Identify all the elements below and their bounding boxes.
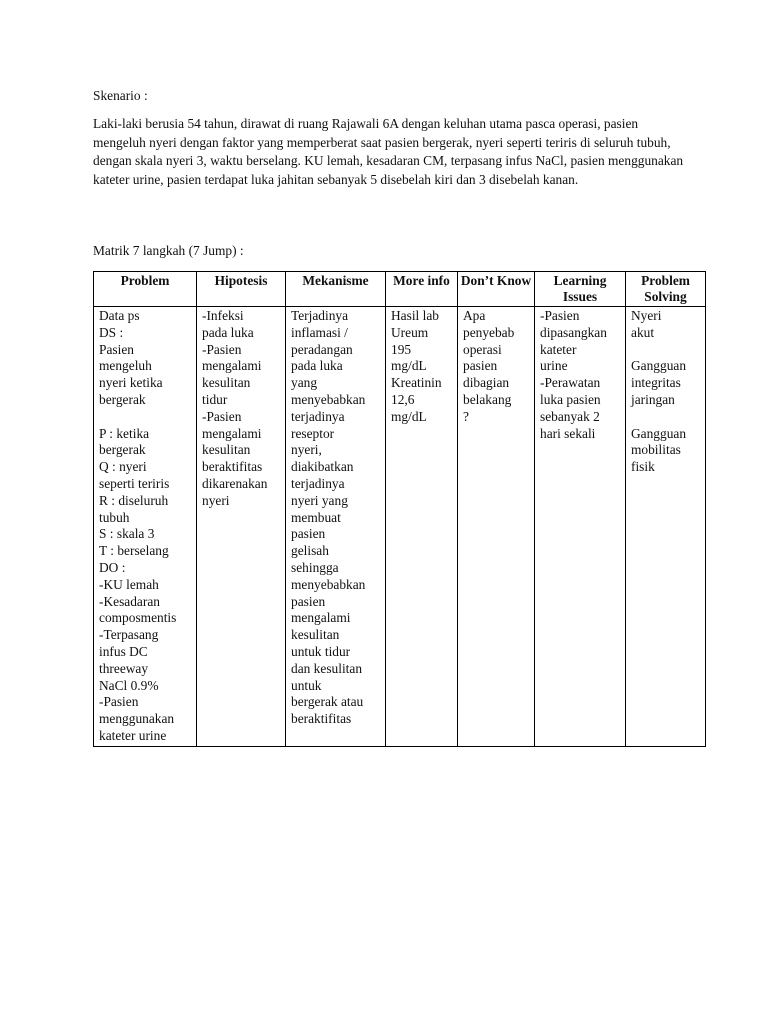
header-learning-issues: Learning Issues — [535, 272, 626, 307]
cell-hipotesis: -Infeksi pada luka -Pasien mengalami kesulitan tidur -Pasien mengalami kesulitan beraktifitas dikarenakan nyeri — [197, 307, 286, 747]
cell-problem-solving: Nyeri akut Gangguan integritas jaringan Gangguan mobilitas fisik — [626, 307, 706, 747]
header-mekanisme: Mekanisme — [286, 272, 386, 307]
matrix-title: Matrik 7 langkah (7 Jump) : — [93, 243, 244, 258]
header-more-info: More info — [386, 272, 458, 307]
table-header-row — [94, 272, 706, 307]
seven-jump-table — [93, 271, 706, 747]
header-dont-know: Don’t Know — [458, 272, 535, 307]
header-hipotesis: Hipotesis — [197, 272, 286, 307]
header-problem: Problem — [94, 272, 197, 307]
header-problem-solving: Problem Solving — [626, 272, 706, 307]
cell-dont-know: Apa penyebab operasi pasien dibagian belakang ? — [458, 307, 535, 747]
scenario-paragraph: Laki-laki berusia 54 tahun, dirawat di ruang Rajawali 6A dengan keluhan utama pasca operasi, pasien mengeluh nyeri dengan faktor yang memperberat saat pasien bergerak, nyeri seperti teriris di seluruh tubuh, dengan skala nyeri 3, waktu berselang. KU lemah, kesadaran CM, terpasang infus NaCl, pasien menggunakan kateter urine, pasien terdapat luka jahitan sebanyak 5 disebelah kiri dan 3 disebelah kanan. — [93, 116, 684, 187]
table-row — [94, 307, 706, 747]
cell-learning-issues: -Pasien dipasangkan kateter urine -Perawatan luka pasien sebanyak 2 hari sekali — [535, 307, 626, 747]
cell-more-info: Hasil lab Ureum 195 mg/dL Kreatinin 12,6 mg/dL — [386, 307, 458, 747]
scenario-heading: Skenario : — [93, 88, 148, 103]
cell-mekanisme: Terjadinya inflamasi / peradangan pada luka yang menyebabkan terjadinya reseptor nyeri, diakibatkan terjadinya nyeri yang membuat pasien gelisah sehingga menyebabkan pasien mengalami kesulitan untuk tidur dan kesulitan untuk bergerak atau beraktifitas — [286, 307, 386, 747]
cell-problem: Data ps DS : Pasien mengeluh nyeri ketika bergerak P : ketika bergerak Q : nyeri seperti teriris R : diseluruh tubuh S : skala 3 T : berselang DO : -KU lemah -Kesadaran composmentis -Terpasang infus DC threeway NaCl 0.9% -Pasien menggunakan kateter urine — [94, 307, 197, 747]
